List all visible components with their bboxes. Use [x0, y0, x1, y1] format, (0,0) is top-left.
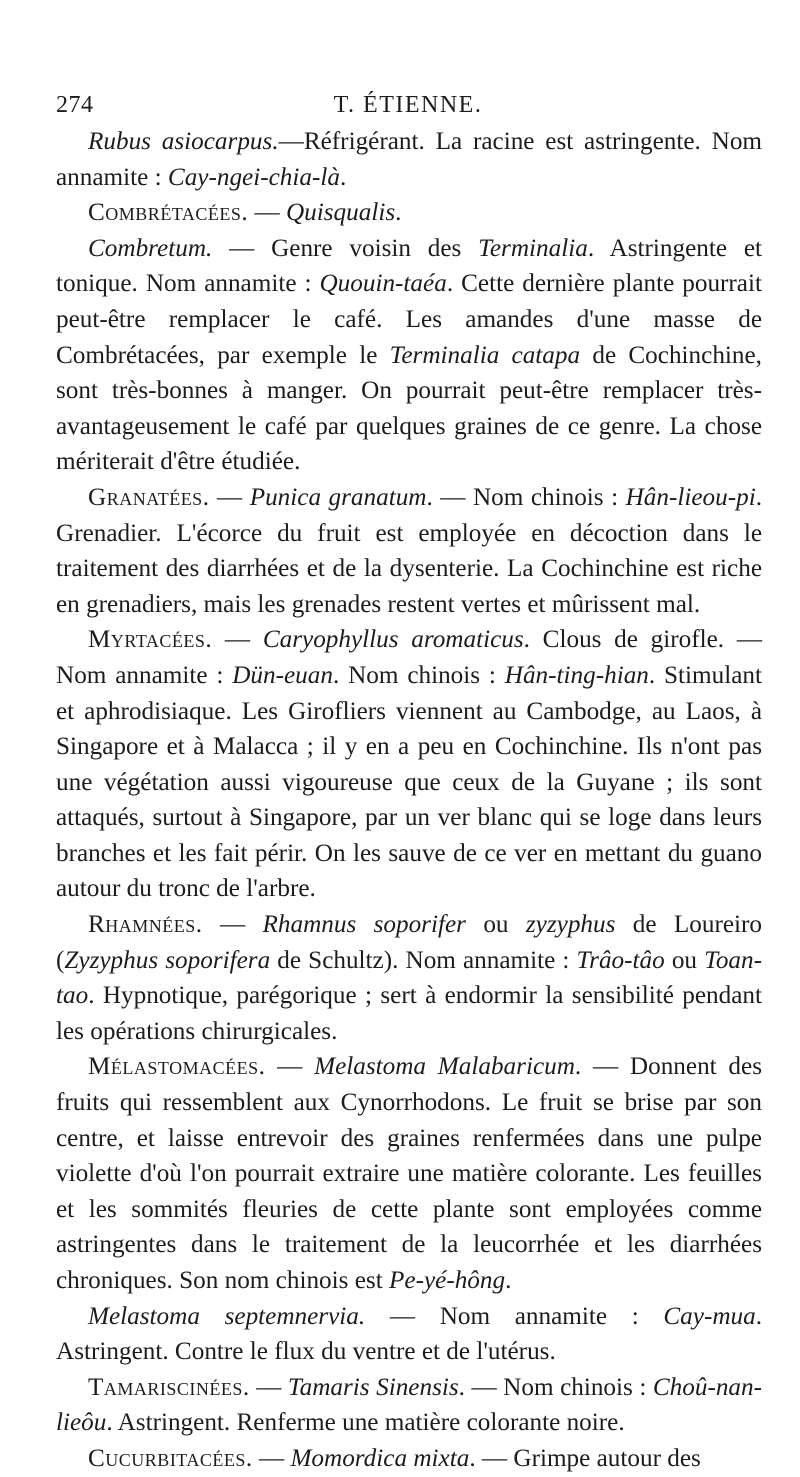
page-body: [56, 124, 762, 1477]
paragraph-myrtacees: Myrtacées. — Caryophyllus aromaticus. Clous de girofle. — Nom annamite : Dün-euan. Nom chinois : Hân-ting-hian. Stimulant et aphrodisiaque. Les Girofliers viennent au Cambodge, au Laos, à Singapore et à Malacca ; il y en a peu en Cochinchine. Ils n'ont pas une végétation aussi vigoureuse que ceux de la Guyane ; ils sont attaqués, surtout à Singapore, par un ver blanc qui se loge dans leurs branches et les fait périr. On les sauve de ce ver en mettant du guano autour du tronc de l'arbre.: [56, 626, 763, 903]
family-name: Rhamnées.: [88, 911, 203, 939]
annamite-name: Cay-ngei-chia-là: [167, 163, 340, 191]
family-name: Cucurbitacées.: [88, 1444, 253, 1472]
paragraph-tamariscinees: Tamariscinées. — Tamaris Sinensis. — Nom chinois : Choû-nan-lieôu. Astringent. Renferme une matière colorante noire.: [56, 1373, 762, 1437]
paragraph-melastoma-septemnervia: Melastoma septemnervia. — Nom annamite : Cay-mua. Astringent. Contre le flux du ventre et de l'utérus.: [56, 1302, 763, 1366]
paragraph-combretum: Combretum. — Genre voisin des Terminalia. Astringente et tonique. Nom annamite : Quouin-taéa. Cette dernière plante pourrait peut-être remplacer le café. Les amandes d'une masse de Combrétacées, par exemple le Terminalia catapa de Cochinchine, sont très-bonnes à manger. On pourrait peut-être remplacer très-avantageusement le café par quelques graines de ce genre. La chose mériterait d'être étudiée.: [56, 234, 762, 476]
genus-name: Quisqualis: [285, 199, 396, 227]
family-name: Granatées.: [88, 483, 210, 511]
family-name: Mélastomacées.: [88, 1053, 266, 1081]
family-name: Tamariscinées.: [88, 1373, 250, 1401]
species-name: Combretum.: [88, 234, 213, 262]
family-name: Myrtacées.: [88, 626, 213, 654]
page-header: [56, 92, 760, 124]
paragraph-melastomacees: Mélastomacées. — Melastoma Malabaricum. — Donnent des fruits qui ressemblent aux Cynorrhodons. Le fruit se brise par son centre, et laisse entrevoir des graines renfermées dans une pulpe violette d'où l'on pourrait extraire une matière colorante. Les feuilles et les sommités fleuries de cette plante sont employées comme astringentes dans le traitement de la leucorrhée et les diarrhées chroniques. Son nom chinois est Pe-yé-hông.: [56, 1053, 762, 1294]
species-name: Melastoma septemnervia.: [88, 1302, 366, 1330]
running-head: T. ÉTIENNE.: [333, 92, 483, 118]
paragraph-granatees: Granatées. — Punica granatum. — Nom chinois : Hân-lieou-pi. Grenadier. L'écorce du fruit est employée en décoction dans le traitement des diarrhées et de la dysenterie. La Cochinchine est riche en grenadiers, mais les grenades restent vertes et mûrissent mal.: [56, 483, 763, 618]
paragraph-combretacees: Combrétacées. — Quisqualis.: [88, 199, 402, 227]
paragraph-rubus: Rubus asiocarpus.—Réfrigérant. La racine est astringente. Nom annamite : Cay-ngei-chia-là.: [56, 128, 763, 191]
species-name: Rubus asiocarpus.: [88, 128, 279, 155]
paragraph-cucurbitacees: Cucurbitacées. — Momordica mixta. — Grimpe autour des: [88, 1444, 701, 1472]
page-number: 274: [56, 92, 94, 118]
family-name: Combrétacées.: [88, 199, 249, 227]
paragraph-rhamnees: Rhamnées. — Rhamnus soporifer ou zyzyphus de Loureiro (Zyzyphus soporifera de Schultz). Nom annamite : Trâo-tâo ou Toan-tao. Hypnotique, parégorique ; sert à endormir la sensibilité pendant les opérations chirurgicales.: [56, 911, 762, 1045]
